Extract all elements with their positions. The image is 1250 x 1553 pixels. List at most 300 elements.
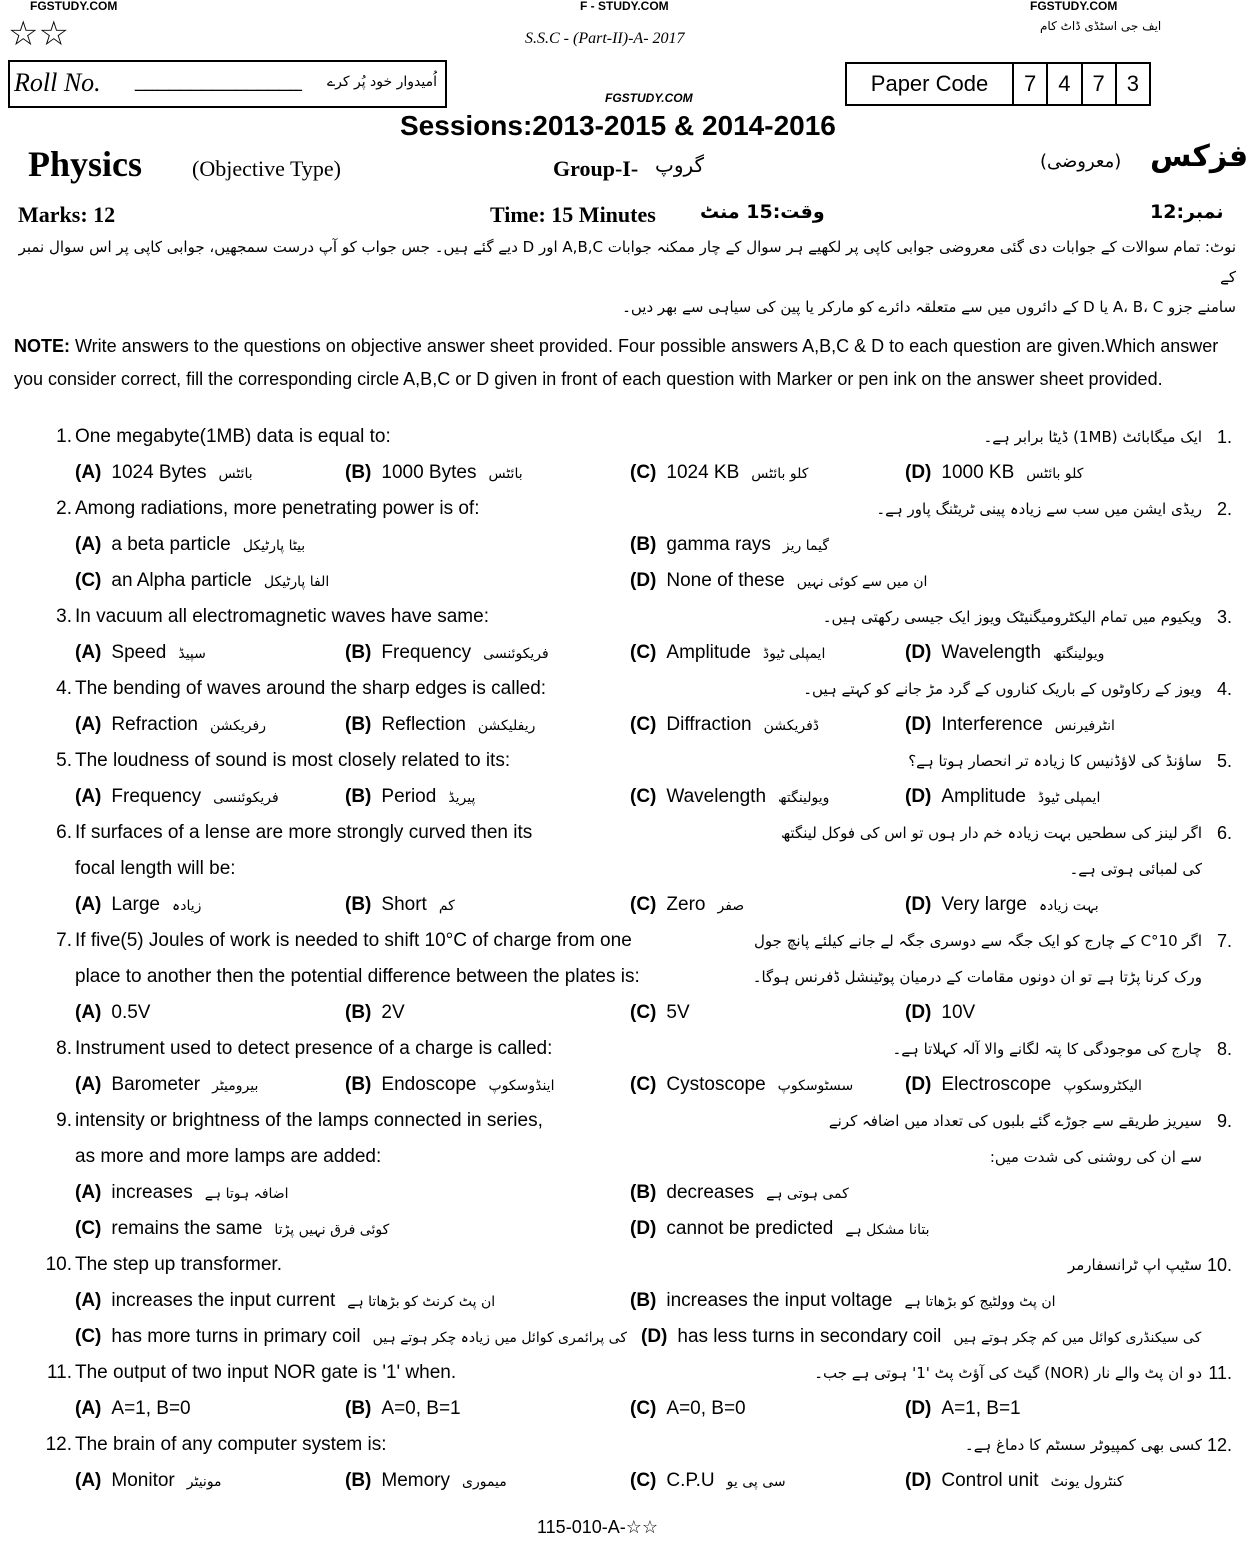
option-label: (A) [75,1002,102,1023]
option-d[interactable] [905,713,1115,738]
option-label: (A) [75,894,102,915]
option-urdu: ایمپلی ٹیوڈ [1037,790,1101,806]
option-label: (D) [905,1074,932,1095]
option-label: (A) [75,1290,102,1311]
option-urdu: کم [438,898,455,914]
option-label: (A) [75,642,102,663]
option-label: (C) [75,570,102,591]
option-text: Diffraction [666,714,752,735]
subject: Physics [28,144,143,184]
question-number: 6. [56,822,72,843]
question-8 [0,1031,1250,1067]
option-label: (D) [905,1002,932,1023]
watermark: FGSTUDY.COM [605,91,693,105]
option-b[interactable] [345,893,455,918]
option-text: Cystoscope [666,1074,766,1095]
option-urdu: کلو بائٹس [1026,466,1084,482]
subject-type-urdu: (معروضی) [1040,151,1122,172]
paper-code-digit: 4 [1047,63,1081,105]
question-number: 7. [56,930,72,951]
option-d[interactable] [630,569,927,594]
watermark: F - STUDY.COM [580,0,669,13]
option-text: has less turns in secondary coil [677,1326,942,1347]
option-c[interactable] [630,1469,786,1494]
question-text: If surfaces of a lense are more strongly curved then its [75,822,533,843]
option-urdu: سسٹوسکوپ [777,1078,854,1094]
question-10 [0,1247,1250,1283]
watermark: FGSTUDY.COM [1030,0,1118,13]
option-a[interactable] [75,1397,191,1421]
note-urdu: نوٹ: تمام سوالات کے جوابات دی گئی معروضی جوابی کاپی پر لکھیے ہر سوال کے چار ممکنہ جوابات A,B,C اور D دیے گئے ہیں۔ جس جواب کو آپ درست سمجھیں، جوابی کاپی پر اس سوال نمبر کے [18,238,1236,286]
question-text: Among radiations, more penetrating power is of: [75,498,480,519]
option-text: Monitor [111,1470,175,1491]
question-urdu: سے ان کی روشنی کی شدت میں: [989,1148,1202,1166]
option-label: (A) [75,1470,102,1491]
option-urdu: مونیٹر [186,1474,222,1490]
option-label: (D) [641,1326,668,1347]
questions [0,419,1250,1499]
option-label: (C) [630,894,657,915]
option-label: (D) [905,642,932,663]
question-line [0,1283,1250,1319]
option-label: (D) [630,570,657,591]
question-urdu: سیریز طریقے سے جوڑے گئے بلبوں کی تعداد میں اضافہ کرنے [828,1112,1202,1130]
note [14,330,1236,395]
option-urdu: ریفلیکشن [477,718,536,734]
option-d[interactable] [905,1397,1021,1421]
option-urdu: اضافہ ہوتا ہے [204,1186,289,1202]
option-text: A=0, B=0 [666,1398,746,1419]
option-a[interactable] [75,893,201,918]
option-label: (D) [905,1470,932,1491]
option-text: 1024 KB [666,462,740,483]
question-line [0,563,1250,599]
question-3 [0,599,1250,635]
question-number: 1. [56,426,72,447]
option-urdu: زیادہ [172,898,202,914]
question-number: 11. [46,1362,72,1383]
option-urdu: میموری [462,1474,507,1490]
question-number-urdu: 2. [1216,499,1232,519]
option-urdu: سپیڈ [178,646,206,662]
question-urdu: اگر لینز کی سطحیں بہت زیادہ خم دار ہوں تو اس کی فوکل لینگتھ [780,824,1202,842]
question-urdu: سٹیپ اپ ٹرانسفارمر [1067,1256,1202,1274]
option-a[interactable] [75,1289,495,1314]
option-c[interactable] [75,569,329,594]
note-urdu: سامنے جزو A، B، C یا D کے دائروں میں سے متعلقہ دائرے کو مارکر یا پین کی سیاہی سے بھر دیں۔ [622,298,1236,316]
option-urdu: ویولینگتھ [1053,646,1105,662]
question-number-urdu: 4. [1216,679,1232,699]
question-line [0,1139,1250,1175]
option-text: Period [381,786,437,807]
time: Time: 15 Minutes [490,202,656,227]
watermark: ایف جی اسٹڈی ڈاٹ کام [1040,19,1162,33]
option-text: increases the input current [111,1290,336,1311]
option-d[interactable] [905,893,1099,918]
question-number: 5. [56,750,72,771]
roll-label: Roll No. [14,68,101,97]
option-text: Speed [111,642,167,663]
option-text: Wavelength [666,786,767,807]
option-a[interactable] [75,1469,222,1494]
option-text: Refraction [111,714,198,735]
paper-code-table [845,62,1151,106]
group-urdu: گروپ [655,153,705,177]
option-label: (C) [630,642,657,663]
exam-title: S.S.C - (Part-II)-A- 2017 [525,30,685,47]
option-label: (C) [630,1074,657,1095]
question-text: as more and more lamps are added: [75,1146,382,1167]
option-urdu: صفر [717,898,745,914]
option-urdu: سی پی یو [726,1474,786,1490]
option-a[interactable] [75,1001,150,1025]
sessions: Sessions:2013-2015 & 2014-2016 [400,110,836,141]
option-text: 1000 KB [941,462,1015,483]
option-b[interactable] [345,1397,461,1421]
question-text: In vacuum all electromagnetic waves have same: [75,606,489,627]
option-label: (D) [905,894,932,915]
option-label: (D) [905,714,932,735]
option-label: (D) [630,1218,657,1239]
option-d[interactable] [905,785,1100,810]
option-a[interactable] [75,533,305,558]
question-number-urdu: 6. [1216,823,1232,843]
option-urdu: کنٹرول یونٹ [1050,1474,1124,1490]
option-label: (B) [345,1470,372,1491]
option-label: (D) [905,786,932,807]
option-text: Reflection [381,714,466,735]
option-text: A=1, B=0 [111,1398,191,1419]
option-a[interactable] [75,785,279,810]
question-urdu: دو ان پٹ والے نار (NOR) گیٹ کی آؤٹ پٹ '1' ہوتی ہے جب۔ [814,1364,1202,1382]
option-text: Amplitude [941,786,1026,807]
question-urdu: ریڈی ایشن میں سب سے زیادہ پینی ٹریٹنگ پاور ہے۔ [876,500,1202,518]
option-c[interactable] [630,713,819,738]
option-c[interactable] [630,1073,853,1098]
option-label: (A) [75,786,102,807]
question-text: The output of two input NOR gate is '1' when. [75,1362,457,1383]
option-a[interactable] [75,1073,258,1098]
option-label: (C) [630,786,657,807]
option-text: Control unit [941,1470,1039,1491]
question-number: 12. [45,1434,72,1455]
option-c[interactable] [630,1397,746,1421]
option-label: (A) [75,462,102,483]
option-a[interactable] [75,641,206,666]
note-label: NOTE: [14,336,70,356]
question-line [0,1211,1250,1247]
question-4 [0,671,1250,707]
question-urdu: ویکیوم میں تمام الیکٹرومیگنیٹک ویوز ایک جیسی رکھتی ہیں۔ [822,608,1202,626]
question-text: intensity or brightness of the lamps connected in series, [75,1110,543,1131]
question-line [0,1463,1250,1499]
option-b[interactable] [345,1469,507,1494]
question-9 [0,1103,1250,1139]
option-label: (C) [630,1398,657,1419]
option-label: (C) [75,1326,102,1347]
option-label: (C) [630,462,657,483]
option-text: remains the same [111,1218,263,1239]
option-text: Large [111,894,160,915]
option-text: 1024 Bytes [111,462,207,483]
stars-icon: ☆☆ [8,15,69,53]
option-text: increases [111,1182,193,1203]
option-urdu: گیما ریز [782,538,830,554]
option-label: (B) [345,1398,372,1419]
option-label: (A) [75,1074,102,1095]
option-text: Barometer [111,1074,201,1095]
option-urdu: کوئی فرق نہیں پڑتا [274,1222,390,1238]
option-label: (B) [630,534,657,555]
option-label: (C) [630,1470,657,1491]
option-b[interactable] [345,1001,405,1025]
question-line [0,1067,1250,1103]
question-line [0,1175,1250,1211]
question-urdu: ورک کرنا پڑتا ہے تو ان دونوں مقامات کے درمیان پوٹینشل ڈفرنس ہوگا۔ [752,968,1202,986]
question-line [0,455,1250,491]
question-number-urdu: 7. [1216,931,1232,951]
question-number: 8. [56,1038,72,1059]
option-urdu: ڈفریکشن [763,718,820,734]
question-urdu: کسی بھی کمپیوٹر سسٹم کا دماغ ہے۔ [964,1436,1202,1454]
option-text: A=1, B=1 [941,1398,1021,1419]
question-line [0,1319,1250,1355]
question-number: 9. [56,1110,72,1131]
paper-code-digit: 3 [1116,63,1150,105]
option-label: (B) [345,1002,372,1023]
question-line [0,851,1250,887]
time-urdu: وقت:15 منٹ [700,201,825,223]
option-c[interactable] [630,785,829,810]
question-number-urdu: 10. [1206,1255,1232,1275]
paper-code-label: Paper Code [846,63,1013,105]
marks-urdu: نمبر:12 [1150,201,1224,223]
option-text: an Alpha particle [111,570,252,591]
option-label: (C) [75,1218,102,1239]
option-text: None of these [666,570,785,591]
option-text: decreases [666,1182,755,1203]
option-text: 5V [666,1002,690,1023]
question-text: The bending of waves around the sharp edges is called: [75,678,547,699]
option-urdu: ان میں سے کوئی نہیں [796,574,928,590]
question-text: focal length will be: [75,858,236,879]
option-urdu: انٹرفیرنس [1054,718,1115,734]
question-line [0,1391,1250,1427]
option-label: (B) [345,642,372,663]
paper-code-digit: 7 [1082,63,1116,105]
option-b[interactable] [630,1289,1056,1314]
question-line [0,779,1250,815]
option-label: (D) [905,1398,932,1419]
question-number-urdu: 1. [1216,427,1232,447]
option-text: Frequency [111,786,202,807]
option-text: cannot be predicted [666,1218,834,1239]
option-label: (C) [630,714,657,735]
option-urdu: ان پٹ وولٹیج کو بڑھاتا ہے [904,1294,1056,1310]
footer-code: 115-010-A-☆☆ [537,1517,658,1537]
note-text: Write answers to the questions on objective answer sheet provided. Four possible answers A,B,C & D to each question are given.Which answer you consider correct, fill the corresponding circle A,B,C or D given in front of each question with Marker or pen ink on the answer sheet provided. [14,336,1219,389]
question-line [0,995,1250,1031]
option-text: Very large [941,894,1027,915]
question-urdu: کی لمبائی ہوتی ہے۔ [1069,860,1202,878]
option-label: (B) [345,1074,372,1095]
option-label: (A) [75,1182,102,1203]
option-text: a beta particle [111,534,231,555]
option-text: 0.5V [111,1002,151,1023]
option-urdu: ان پٹ کرنٹ کو بڑھاتا ہے [347,1294,496,1310]
question-text: place to another then the potential difference between the plates is: [75,966,640,987]
question-text: Instrument used to detect presence of a charge is called: [75,1038,553,1059]
option-d[interactable] [905,641,1104,666]
option-text: Frequency [381,642,472,663]
option-urdu: اینڈوسکوپ [488,1078,555,1094]
option-text: Endoscope [381,1074,477,1095]
option-text: C.P.U [666,1470,715,1491]
option-c[interactable] [75,1325,627,1350]
question-text: One megabyte(1MB) data is equal to: [75,426,391,447]
option-text: Zero [666,894,706,915]
option-urdu: فریکوئنسی [483,646,549,662]
option-c[interactable] [75,1217,389,1242]
option-urdu: کی سیکنڈری کوائل میں کم چکر ہوتے ہیں [953,1330,1202,1346]
question-line [0,959,1250,995]
option-label: (B) [630,1182,657,1203]
option-urdu: ویولینگتھ [778,790,830,806]
option-urdu: بیٹا پارٹیکل [242,538,306,554]
option-text: Memory [381,1470,451,1491]
option-label: (A) [75,534,102,555]
option-c[interactable] [630,893,744,918]
option-d[interactable] [905,1469,1124,1494]
option-urdu: بیرومیٹر [212,1078,259,1094]
option-urdu: پیریڈ [448,790,476,806]
option-urdu: فریکوئنسی [213,790,279,806]
subject-urdu: فزکس [1150,139,1249,174]
question-number-urdu: 3. [1216,607,1232,627]
question-text: The brain of any computer system is: [75,1434,387,1455]
option-d[interactable] [905,1073,1142,1098]
paper-code-digit: 7 [1013,63,1047,105]
option-urdu: بائٹس [218,466,253,482]
option-a[interactable] [75,461,253,486]
option-text: Electroscope [941,1074,1052,1095]
option-c[interactable] [630,641,825,666]
question-12 [0,1427,1250,1463]
option-label: (A) [75,714,102,735]
option-label: (B) [345,786,372,807]
question-6 [0,815,1250,851]
option-urdu: بتانا مشکل ہے [845,1222,930,1238]
option-label: (B) [630,1290,657,1311]
question-urdu: اگر 10°C کے چارج کو ایک جگہ سے دوسری جگہ لے جانے کیلئے پانچ جول [754,932,1202,950]
marks: Marks: 12 [18,202,116,227]
option-text: Interference [941,714,1043,735]
option-b[interactable] [630,1181,849,1206]
group: Group-I- [553,156,639,181]
question-number-urdu: 9. [1216,1111,1232,1131]
question-5 [0,743,1250,779]
option-urdu: کی پرائمری کوائل میں زیادہ چکر ہوتے ہیں [372,1330,628,1346]
question-line [0,707,1250,743]
option-b[interactable] [345,641,549,666]
question-text: The step up transformer. [75,1254,282,1275]
option-text: A=0, B=1 [381,1398,461,1419]
question-number-urdu: 12. [1206,1435,1232,1455]
roll-blank: _______________ [135,70,302,92]
option-a[interactable] [75,713,266,738]
question-11 [0,1355,1250,1391]
question-urdu: ویوز کے رکاوٹوں کے باریک کناروں کے گرد مڑ جانے کو کہتے ہیں۔ [803,680,1202,698]
question-2 [0,491,1250,527]
question-text: The loudness of sound is most closely related to its: [75,750,511,771]
option-b[interactable] [630,533,829,558]
option-d[interactable] [641,1325,1201,1350]
option-label: (B) [345,714,372,735]
question-text: If five(5) Joules of work is needed to shift 10°C of charge from one [75,930,632,951]
question-urdu: ایک میگابائٹ (1MB) ڈیٹا برابر ہے۔ [983,428,1202,446]
option-urdu: بائٹس [488,466,523,482]
option-b[interactable] [345,785,475,810]
instructions [14,232,1236,395]
subject-type: (Objective Type) [192,156,341,181]
question-line [0,527,1250,563]
option-urdu: ایمپلی ٹیوڈ [762,646,826,662]
option-text: 10V [941,1002,976,1023]
option-text: Wavelength [941,642,1042,663]
option-b[interactable] [345,461,523,486]
question-line [0,635,1250,671]
option-label: (B) [345,462,372,483]
option-urdu: رفریکشن [210,718,266,734]
roll-urdu: اُمیدوار خود پُر کرے [326,74,437,90]
question-number: 10. [45,1254,72,1275]
option-text: Amplitude [666,642,751,663]
option-urdu: کمی ہوتی ہے [766,1186,849,1202]
question-urdu: چارج کی موجودگی کا پتہ لگانے والا آلہ کہلاتا ہے۔ [892,1040,1202,1058]
option-a[interactable] [75,1181,289,1206]
question-number: 2. [56,498,72,519]
question-number: 4. [56,678,72,699]
roll-no-box[interactable] [8,60,447,108]
question-number-urdu: 11. [1208,1363,1232,1383]
question-number-urdu: 5. [1216,751,1232,771]
question-number: 3. [56,606,72,627]
option-urdu: کلو بائٹس [751,466,809,482]
question-number-urdu: 8. [1216,1039,1232,1059]
watermark: FGSTUDY.COM [30,0,118,13]
option-d[interactable] [905,461,1083,486]
option-text: Short [381,894,427,915]
option-label: (A) [75,1398,102,1419]
option-urdu: بہت زیادہ [1038,898,1099,914]
option-c[interactable] [630,461,808,486]
option-c[interactable] [630,1001,690,1025]
option-label: (D) [905,462,932,483]
option-label: (C) [630,1002,657,1023]
option-text: 2V [381,1002,405,1023]
question-7 [0,923,1250,959]
option-b[interactable] [345,1073,554,1098]
option-d[interactable] [630,1217,929,1242]
option-urdu: الفا پارٹیکل [263,574,330,590]
option-label: (B) [345,894,372,915]
option-text: gamma rays [666,534,771,555]
option-text: increases the input voltage [666,1290,893,1311]
question-1 [0,419,1250,455]
option-d[interactable] [905,1001,975,1025]
option-text: has more turns in primary coil [111,1326,361,1347]
option-b[interactable] [345,713,535,738]
